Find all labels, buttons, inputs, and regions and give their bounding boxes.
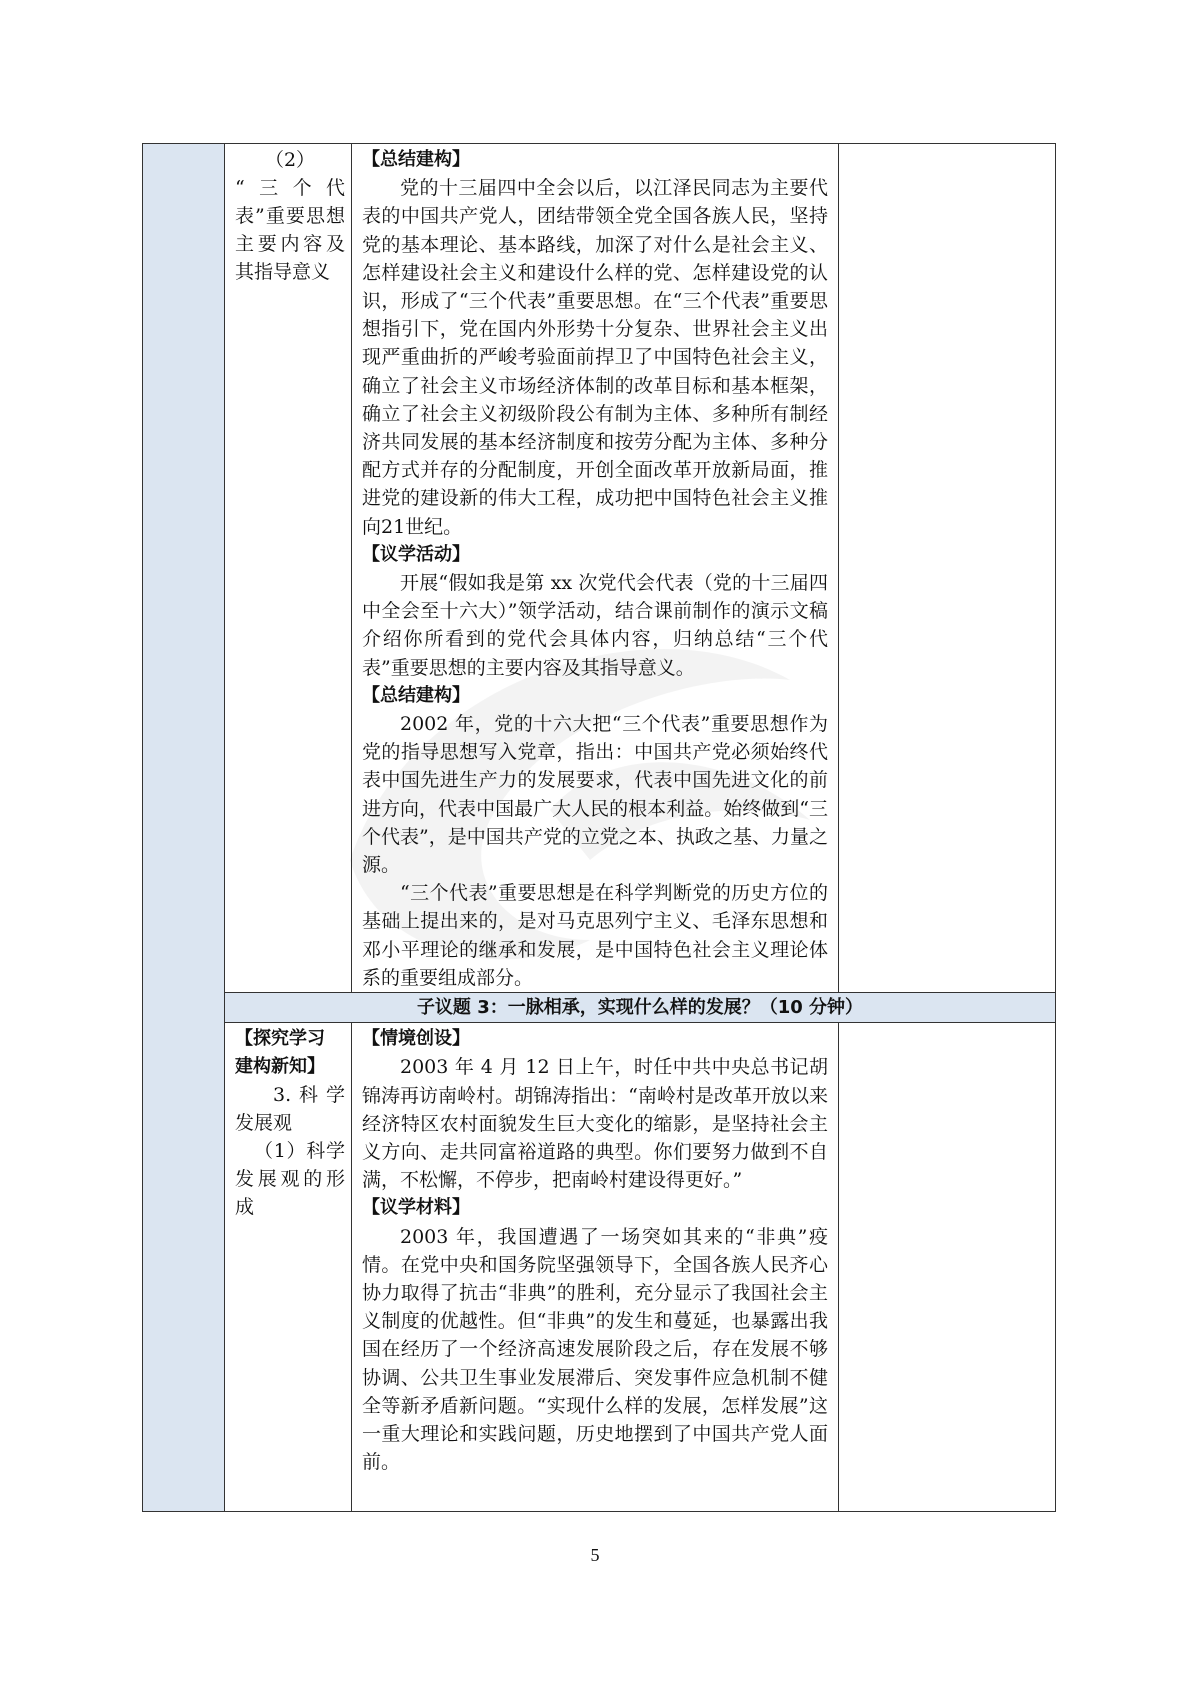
main-content-cell [352,1023,839,1512]
table-row [143,1023,1056,1512]
summary-heading: 【总结建构】 [362,149,470,170]
left-item-title: 3.科学发展观 [235,1084,345,1135]
scenario-heading: 【情境创设】 [362,1028,470,1050]
left-subitem-title: （1）科学发展观的形成 [235,1140,345,1219]
left-section-heading: 建构新知】 [235,1056,325,1078]
left-column-cell [225,144,352,993]
material-paragraph: 2003 年，我国遭遇了一场突如其来的“非典”疫情。在党中央和国务院坚强领导下，全国各族人民齐心协力取得了抗击“非典”的胜利，充分显示了我国社会主义制度的优越性。但“非典”的发生和蔓延，也暴露出我国在经历了一个经济高速发展阶段之后，存在发展不够协调、公共卫生事业发展滞后、突发事件应急机制不健全等新矛盾新问题。“实现什么样的发展，怎样发展”这一重大理论和实践问题，历史地摆到了中国共产党人面前。 [362,1225,828,1474]
left-item-title: “三个代表”重要思想主要内容及其指导意义 [235,177,345,283]
notes-cell [839,144,1056,993]
material-heading: 【议学材料】 [362,1197,470,1219]
summary-heading: 【总结建构】 [362,684,470,706]
table-row [143,144,1056,993]
summary-paragraph: “三个代表”重要思想是在科学判断党的历史方位的基础上提出来的，是对马克思列宁主义、毛泽东思想和邓小平理论的继承和发展，是中国特色社会主义理论体系的重要组成部分。 [362,882,828,989]
notes-cell [839,1023,1056,1512]
main-content-cell [352,144,839,993]
subtopic-title: 子议题 3：一脉相承，实现什么样的发展？（10 分钟） [225,993,1056,1023]
summary-paragraph: 2002 年，党的十六大把“三个代表”重要思想作为党的指导思想写入党章，指出：中国共产党必须始终代表中国先进生产力的发展要求，代表中国先进文化的前进方向，代表中国最广大人民的根本利益。始终做到“三个代表”，是中国共产党的立党之本、执政之基、力量之源。 [362,713,828,877]
table-row [143,993,1056,1023]
scenario-paragraph: 2003 年 4 月 12 日上午，时任中共中央总书记胡锦涛再访南岭村。胡锦涛指出：“南岭村是改革开放以来经济特区农村面貌发生巨大变化的缩影，是坚持社会主义方向、走共同富裕道路的典型。你们要努力做到不自满，不松懈，不停步，把南岭村建设得更好。” [362,1056,828,1192]
side-column-cell [143,144,225,1512]
activity-paragraph: 开展“假如我是第 xx 次党代会代表（党的十三届四中全会至十六大）”领学活动，结合课前制作的演示文稿介绍你所看到的党代会具体内容，归纳总结“三个代表”重要思想的主要内容及其指导意义。 [362,572,828,679]
page-number: 5 [590,1545,600,1565]
activity-heading: 【议学活动】 [362,543,470,565]
left-column-cell [225,1023,352,1512]
summary-paragraph: 党的十三届四中全会以后，以江泽民同志为主要代表的中国共产党人，团结带领全党全国各族人民，坚持党的基本理论、基本路线，加深了对什么是社会主义、怎样建设社会主义和建设什么样的党、怎样建设党的认识，形成了“三个代表”重要思想。在“三个代表”重要思想指引下，党在国内外形势十分复杂、世界社会主义出现严重曲折的严峻考验面前捍卫了中国特色社会主义，确立了社会主义市场经济体制的改革目标和基本框架，确立了社会主义初级阶段公有制为主体、多种所有制经济共同发展的基本经济制度和按劳分配为主体、多种分配方式并存的分配制度，开创全面改革开放新局面，推进党的建设新的伟大工程，成功把中国特色社会主义推向21世纪。 [362,177,828,538]
lesson-plan-table [142,143,1056,1512]
left-section-heading: 【探究学习 [235,1028,325,1050]
left-item-number: （2） [264,149,316,171]
